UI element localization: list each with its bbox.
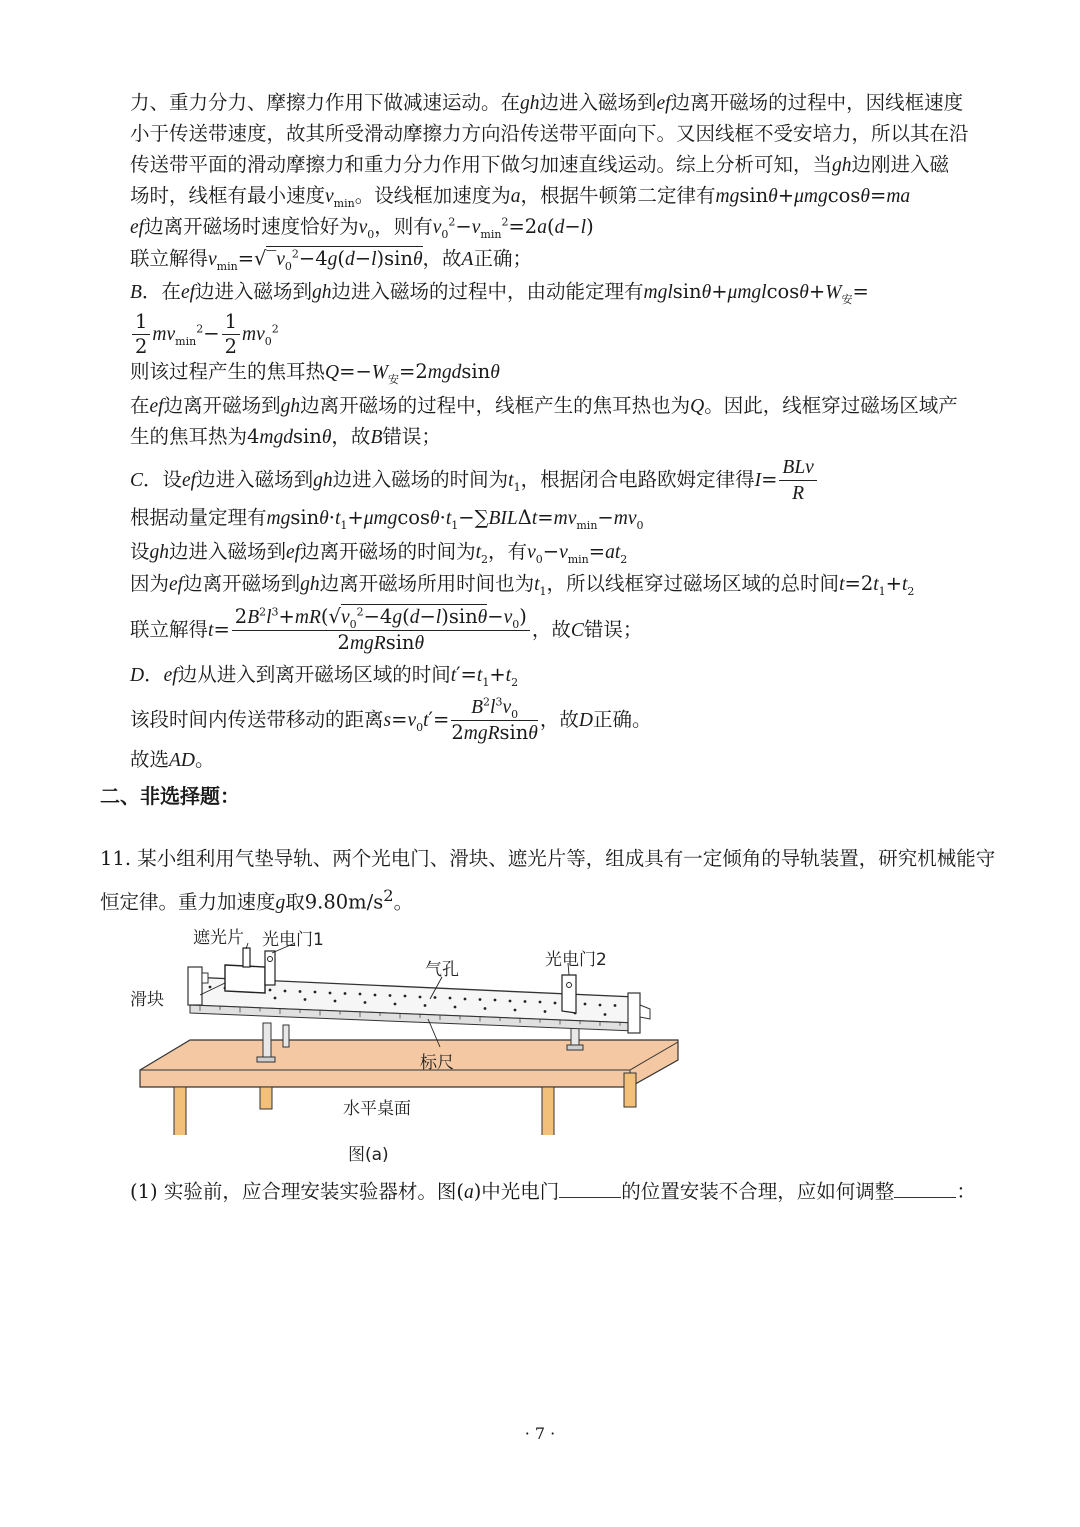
solution-line-5: ef边离开磁场时速度恰好为$v_0$，则有$v_0^2-v_{min}^2=2a(d-l)$: [130, 215, 594, 241]
solution-line-2: 小于传送带速度，故其所受滑动摩擦力方向沿传送带平面向下。又因线框不受安培力，所以其在沿: [130, 122, 969, 145]
label-shading-plate: 遮光片: [193, 928, 244, 948]
label-scale: 标尺: [420, 1053, 454, 1073]
table-leg: [174, 1087, 186, 1135]
support-post: [571, 1027, 579, 1047]
solution-line-8: $\frac{1}{2}$ $mv_{min}^2-$ $\frac{1}{2}$ $mv_0^2$: [130, 310, 279, 359]
solution-line-7: B．在ef边进入磁场到gh边进入磁场的过程中，由动能定理有$mglsin\theta+\mu mglcos\theta+W_安=$: [130, 280, 869, 306]
track-left-end: [188, 967, 202, 1005]
solution-line-18: 该段时间内传送带移动的距离$s=v_0t'=$ $\frac{B^2l^3v_0}{\text{2mgRsinθ}}$ ，故D正确。: [130, 695, 652, 744]
answer-blank-1[interactable]: [559, 1177, 621, 1198]
solution-line-1: 力、重力分力、摩擦力作用下做减速运动。在gh边进入磁场到ef边离开磁场的过程中，因线框速度: [130, 91, 964, 114]
table-leg: [624, 1073, 636, 1107]
answer-blank-2[interactable]: [894, 1177, 956, 1198]
solution-line-17: D．ef边从进入到离开磁场区域的时间$t'=t_1+t_2$: [130, 663, 519, 689]
solution-line-11: 生的焦耳热为4mgdsinθ，故B错误；: [130, 425, 441, 448]
figure-caption: 图(a): [348, 1145, 389, 1165]
label-photogate-1: 光电门1: [262, 930, 324, 950]
support-post: [263, 1023, 271, 1059]
shading-plate: [243, 948, 250, 967]
question-11-line-1: 11. 某小组利用气垫导轨、两个光电门、滑块、遮光片等，组成具有一定倾角的导轨装置，研究机械能守: [100, 847, 996, 870]
solution-line-19: 故选AD。: [130, 748, 215, 771]
photogate-2: [562, 975, 576, 1013]
solution-line-16: 联立解得t= $\frac{2B^2l^3+mR(√v_0^2-4g(d-l)\sin\theta-v_0)}{\text{2mgRsinθ}}$ ，故C错误；: [130, 605, 643, 654]
solution-line-3: 传送带平面的滑动摩擦力和重力分力作用下做匀加速直线运动。综上分析可知，当gh边刚进入磁: [130, 153, 950, 176]
solution-line-10: 在ef边离开磁场到gh边离开磁场的过程中，线框产生的焦耳热也为Q。因此，线框穿过磁场区域产: [130, 394, 958, 417]
solution-line-15: 因为ef边离开磁场到gh边离开磁场所用时间也为$t_1$，所以线框穿过磁场区域的总时间$t=2t_1+t_2$: [130, 572, 915, 598]
solution-line-13: 根据动量定理有$mgsin\theta\cdot t_1+\mu mgcos\theta\cdot t_1-\sum BIL\Delta t=mv_{min}-mv_0$: [130, 506, 644, 532]
table-leg: [260, 1087, 272, 1109]
section-title: 二、非选择题：: [100, 784, 240, 808]
question-11-part-1: (1) 实验前，应合理安装实验器材。图(a)中光电门 的位置安装不合理，应如何调整 ：: [130, 1176, 976, 1209]
solution-line-9: 则该过程产生的焦耳热$Q=-W_安=2mgdsin\theta$: [130, 360, 500, 386]
solution-line-6: 联立解得$v_{min}=√‾v_0^2-4g(d-l)\sin\theta$，故A正确；: [130, 247, 532, 273]
slider-block: [225, 965, 265, 993]
label-table: 水平桌面: [343, 1099, 411, 1119]
question-11-line-2: 恒定律。重力加速度g取$9.80m/s^2$。: [100, 886, 414, 914]
solution-line-14: 设gh边进入磁场到ef边离开磁场的时间为$t_2$，有$v_0-v_{min}=at_2$: [130, 540, 628, 566]
label-slider: 滑块: [130, 990, 164, 1010]
label-photogate-2: 光电门2: [545, 950, 607, 970]
solution-line-4: 场时，线框有最小速度$v_{min}$。设线框加速度为a，根据牛顿第二定律有mgsinθ+μmgcosθ=ma: [130, 184, 911, 210]
table-top: [140, 1040, 678, 1087]
page-number: · 7 ·: [524, 1424, 556, 1443]
label-air-hole: 气孔: [425, 960, 459, 980]
table-leg: [542, 1087, 554, 1135]
track-right-end: [628, 993, 640, 1033]
solution-line-12: C．设ef边进入磁场到gh边进入磁场的时间为$t_1$，根据闭合电路欧姆定律得I= $\frac{\text{BLv}}{R}$: [130, 455, 819, 506]
